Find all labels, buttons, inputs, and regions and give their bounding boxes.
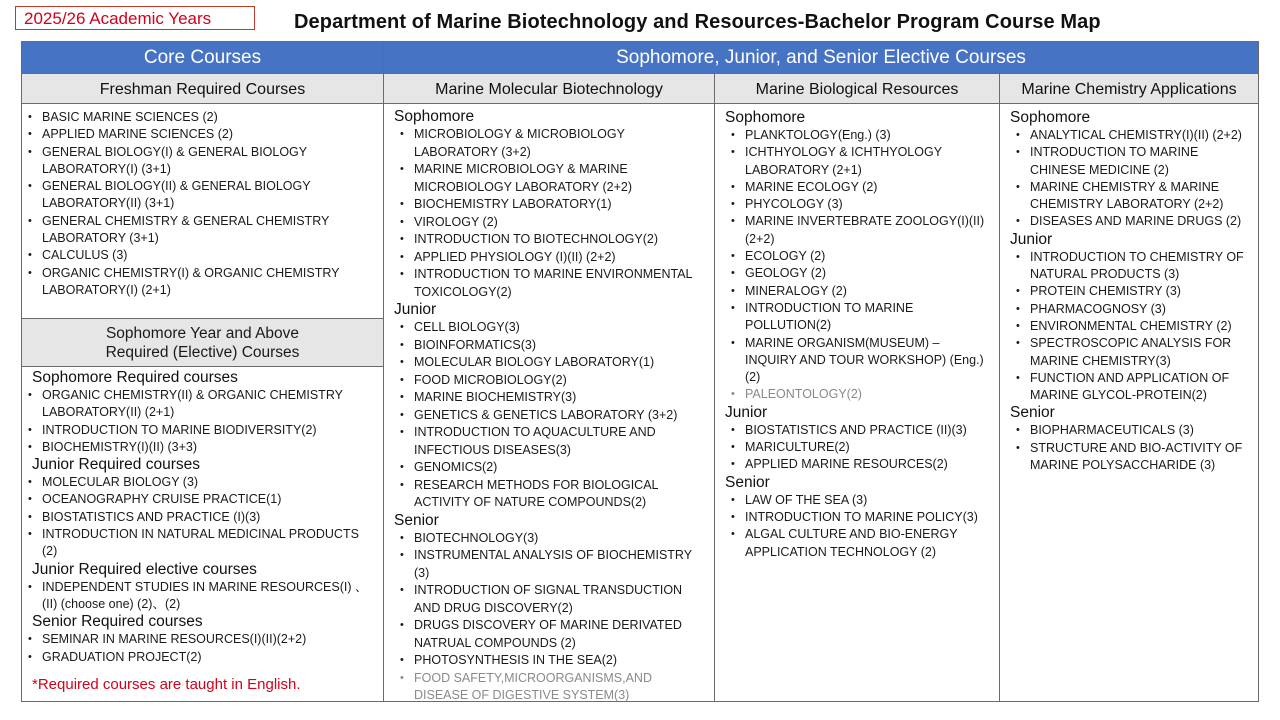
list-item: • BASIC MARINE SCIENCES (2) [22, 109, 373, 126]
list-item: • MOLECULAR BIOLOGY LABORATORY(1) [394, 354, 702, 372]
list-item: • INSTRUMENTAL ANALYSIS OF BIOCHEMISTRY (3) [394, 547, 702, 582]
chemistry-sophomore-title: Sophomore [1010, 109, 1091, 126]
list-item: • SPECTROSCOPIC ANALYSIS FOR MARINE CHEMISTRY(3) [1010, 335, 1250, 370]
molecular-junior-list [394, 319, 702, 512]
freshman-header: Freshman Required Courses [22, 73, 383, 104]
list-item: • BIOSTATISTICS AND PRACTICE (I)(3) [22, 509, 375, 526]
page-title: Department of Marine Biotechnology and Resources-Bachelor Program Course Map [294, 11, 1101, 33]
course-map-table [21, 41, 1259, 702]
list-item: • MARINE BIOCHEMISTRY(3) [394, 389, 702, 407]
list-item: • BIOINFORMATICS(3) [394, 337, 702, 355]
list-item: • INTRODUCTION TO MARINE CHINESE MEDICINE (2) [1010, 144, 1250, 179]
list-item: • SEMINAR IN MARINE RESOURCES(I)(II)(2+2) [22, 631, 375, 648]
required-section-title: Junior Required elective courses [32, 560, 257, 578]
column-divider [999, 73, 1000, 701]
list-item: • ICHTHYOLOGY & ICHTHYOLOGY LABORATORY (2+1) [725, 144, 989, 179]
list-item: • MINERALOGY (2) [725, 283, 989, 300]
list-item: • MARICULTURE(2) [725, 439, 989, 456]
list-item: • BIOCHEMISTRY LABORATORY(1) [394, 196, 702, 214]
molecular-senior-gray-list [394, 670, 702, 705]
list-item: • PHYCOLOGY (3) [725, 196, 989, 213]
list-item: • INTRODUCTION IN NATURAL MEDICINAL PRODUCTS (2) [22, 526, 375, 561]
list-item: • FUNCTION AND APPLICATION OF MARINE GLYCOL-PROTEIN(2) [1010, 370, 1250, 405]
molecular-senior-list [394, 530, 702, 670]
list-item: • STRUCTURE AND BIO-ACTIVITY OF MARINE POLYSACCHARIDE (3) [1010, 440, 1250, 475]
list-item: • INTRODUCTION TO MARINE ENVIRONMENTAL TOXICOLOGY(2) [394, 266, 702, 301]
list-item: • BIOCHEMISTRY(I)(II) (3+3) [22, 439, 375, 456]
list-item: • INDEPENDENT STUDIES IN MARINE RESOURCES(I) 、(II) (choose one) (2)、(2) [22, 579, 375, 614]
english-note: *Required courses are taught in English. [32, 675, 301, 693]
resources-sophomore-gray-list [725, 386, 989, 403]
resources-junior-title: Junior [725, 403, 768, 421]
list-item: • GRADUATION PROJECT(2) [22, 649, 375, 666]
molecular-header: Marine Molecular Biotechnology [384, 73, 714, 104]
resources-column [725, 109, 999, 561]
list-item: • APPLIED MARINE SCIENCES (2) [22, 126, 373, 143]
sophomore-above-header-line2: Required (Elective) Courses [105, 344, 300, 361]
resources-sophomore-title: Sophomore [725, 109, 806, 126]
chemistry-column [1010, 109, 1258, 474]
list-item: • LAW OF THE SEA (3) [725, 492, 989, 509]
list-item: • GENOMICS(2) [394, 459, 702, 477]
list-item: • GEOLOGY (2) [725, 265, 989, 282]
list-item: • OCEANOGRAPHY CRUISE PRACTICE(1) [22, 491, 375, 508]
list-item: • ECOLOGY (2) [725, 248, 989, 265]
list-item: • MARINE ORGANISM(MUSEUM) – INQUIRY AND TOUR WORKSHOP) (Eng.) (2) [725, 335, 989, 387]
list-item: • MICROBIOLOGY & MICROBIOLOGY LABORATORY (3+2) [394, 126, 702, 161]
list-item: • PALEONTOLOGY(2) [725, 386, 989, 403]
list-item: • MARINE ECOLOGY (2) [725, 179, 989, 196]
list-item: • VIROLOGY (2) [394, 214, 702, 232]
list-item: • MARINE CHEMISTRY & MARINE CHEMISTRY LABORATORY (2+2) [1010, 179, 1250, 214]
list-item: • ALGAL CULTURE AND BIO-ENERGY APPLICATION TECHNOLOGY (2) [725, 526, 989, 561]
required-section-list [22, 474, 375, 560]
molecular-sophomore-list [394, 126, 702, 301]
elective-courses-header: Sophomore, Junior, and Senior Elective Courses [384, 42, 1258, 73]
list-item: • GENERAL CHEMISTRY & GENERAL CHEMISTRY LABORATORY (3+1) [22, 213, 373, 248]
list-item: • APPLIED MARINE RESOURCES(2) [725, 456, 989, 473]
chemistry-junior-title: Junior [1010, 230, 1053, 248]
list-item: • GENERAL BIOLOGY(II) & GENERAL BIOLOGY LABORATORY(II) (3+1) [22, 178, 373, 213]
sophomore-above-header-line1: Sophomore Year and Above [105, 325, 300, 342]
list-item: • ENVIRONMENTAL CHEMISTRY (2) [1010, 318, 1250, 335]
list-item: • FOOD SAFETY,MICROORGANISMS,AND DISEASE OF DIGESTIVE SYSTEM(3) [394, 670, 702, 705]
list-item: • FOOD MICROBIOLOGY(2) [394, 372, 702, 390]
list-item: • MARINE INVERTEBRATE ZOOLOGY(I)(II)(2+2) [725, 213, 989, 248]
resources-senior-list [725, 492, 989, 561]
academic-year-label: 2025/26 Academic Years [15, 6, 255, 30]
column-divider [383, 42, 384, 701]
list-item: • CALCULUS (3) [22, 247, 373, 264]
list-item: • DRUGS DISCOVERY OF MARINE DERIVATED NATRUAL COMPOUNDS (2) [394, 617, 702, 652]
list-item: • RESEARCH METHODS FOR BIOLOGICAL ACTIVITY OF NATURE COMPOUNDS(2) [394, 477, 702, 512]
list-item: • INTRODUCTION TO MARINE POLLUTION(2) [725, 300, 989, 335]
list-item: • BIOTECHNOLOGY(3) [394, 530, 702, 548]
freshman-column [22, 109, 383, 299]
required-section-title: Sophomore Required courses [32, 369, 238, 386]
freshman-list [22, 109, 373, 299]
list-item: • BIOSTATISTICS AND PRACTICE (II)(3) [725, 422, 989, 439]
resources-sophomore-list [725, 127, 989, 386]
list-item: • INTRODUCTION TO MARINE BIODIVERSITY(2) [22, 422, 375, 439]
molecular-junior-title: Junior [394, 301, 437, 318]
resources-junior-list [725, 422, 989, 474]
molecular-sophomore-title: Sophomore [394, 108, 475, 125]
sophomore-above-column [22, 369, 383, 693]
required-section-list [22, 631, 375, 666]
list-item: • INTRODUCTION TO AQUACULTURE AND INFECTIOUS DISEASES(3) [394, 424, 702, 459]
list-item: • ORGANIC CHEMISTRY(I) & ORGANIC CHEMISTRY LABORATORY(I) (2+1) [22, 265, 373, 300]
required-section-title: Junior Required courses [32, 456, 201, 474]
sophomore-above-header [22, 318, 383, 367]
molecular-column [394, 108, 714, 705]
list-item: • BIOPHARMACEUTICALS (3) [1010, 422, 1250, 439]
list-item: • ANALYTICAL CHEMISTRY(I)(II) (2+2) [1010, 127, 1250, 144]
required-section-list [22, 579, 375, 614]
chemistry-senior-title: Senior [1010, 404, 1055, 422]
resources-header: Marine Biological Resources [715, 73, 999, 104]
list-item: • CELL BIOLOGY(3) [394, 319, 702, 337]
molecular-senior-title: Senior [394, 511, 439, 529]
resources-senior-title: Senior [725, 473, 770, 491]
list-item: • GENETICS & GENETICS LABORATORY (3+2) [394, 407, 702, 425]
list-item: • PHOTOSYNTHESIS IN THE SEA(2) [394, 652, 702, 670]
list-item: • INTRODUCTION OF SIGNAL TRANSDUCTION AND DRUG DISCOVERY(2) [394, 582, 702, 617]
list-item: • ORGANIC CHEMISTRY(II) & ORGANIC CHEMISTRY LABORATORY(II) (2+1) [22, 387, 375, 422]
required-section-title: Senior Required courses [32, 613, 203, 631]
chemistry-sophomore-list [1010, 127, 1250, 231]
list-item: • MARINE MICROBIOLOGY & MARINE MICROBIOLOGY LABORATORY (2+2) [394, 161, 702, 196]
chemistry-senior-list [1010, 422, 1250, 474]
list-item: • DISEASES AND MARINE DRUGS (2) [1010, 213, 1250, 230]
list-item: • PLANKTOLOGY(Eng.) (3) [725, 127, 989, 144]
column-divider [714, 73, 715, 701]
list-item: • PHARMACOGNOSY (3) [1010, 301, 1250, 318]
list-item: • PROTEIN CHEMISTRY (3) [1010, 283, 1250, 300]
required-section-list [22, 387, 375, 456]
list-item: • INTRODUCTION TO MARINE POLICY(3) [725, 509, 989, 526]
chemistry-header: Marine Chemistry Applications [1000, 73, 1258, 104]
chemistry-junior-list [1010, 249, 1250, 405]
list-item: • MOLECULAR BIOLOGY (3) [22, 474, 375, 491]
core-courses-header: Core Courses [22, 42, 383, 73]
list-item: • INTRODUCTION TO CHEMISTRY OF NATURAL PRODUCTS (3) [1010, 249, 1250, 284]
list-item: • INTRODUCTION TO BIOTECHNOLOGY(2) [394, 231, 702, 249]
list-item: • APPLIED PHYSIOLOGY (I)(II) (2+2) [394, 249, 702, 267]
list-item: • GENERAL BIOLOGY(I) & GENERAL BIOLOGY LABORATORY(I) (3+1) [22, 144, 373, 179]
